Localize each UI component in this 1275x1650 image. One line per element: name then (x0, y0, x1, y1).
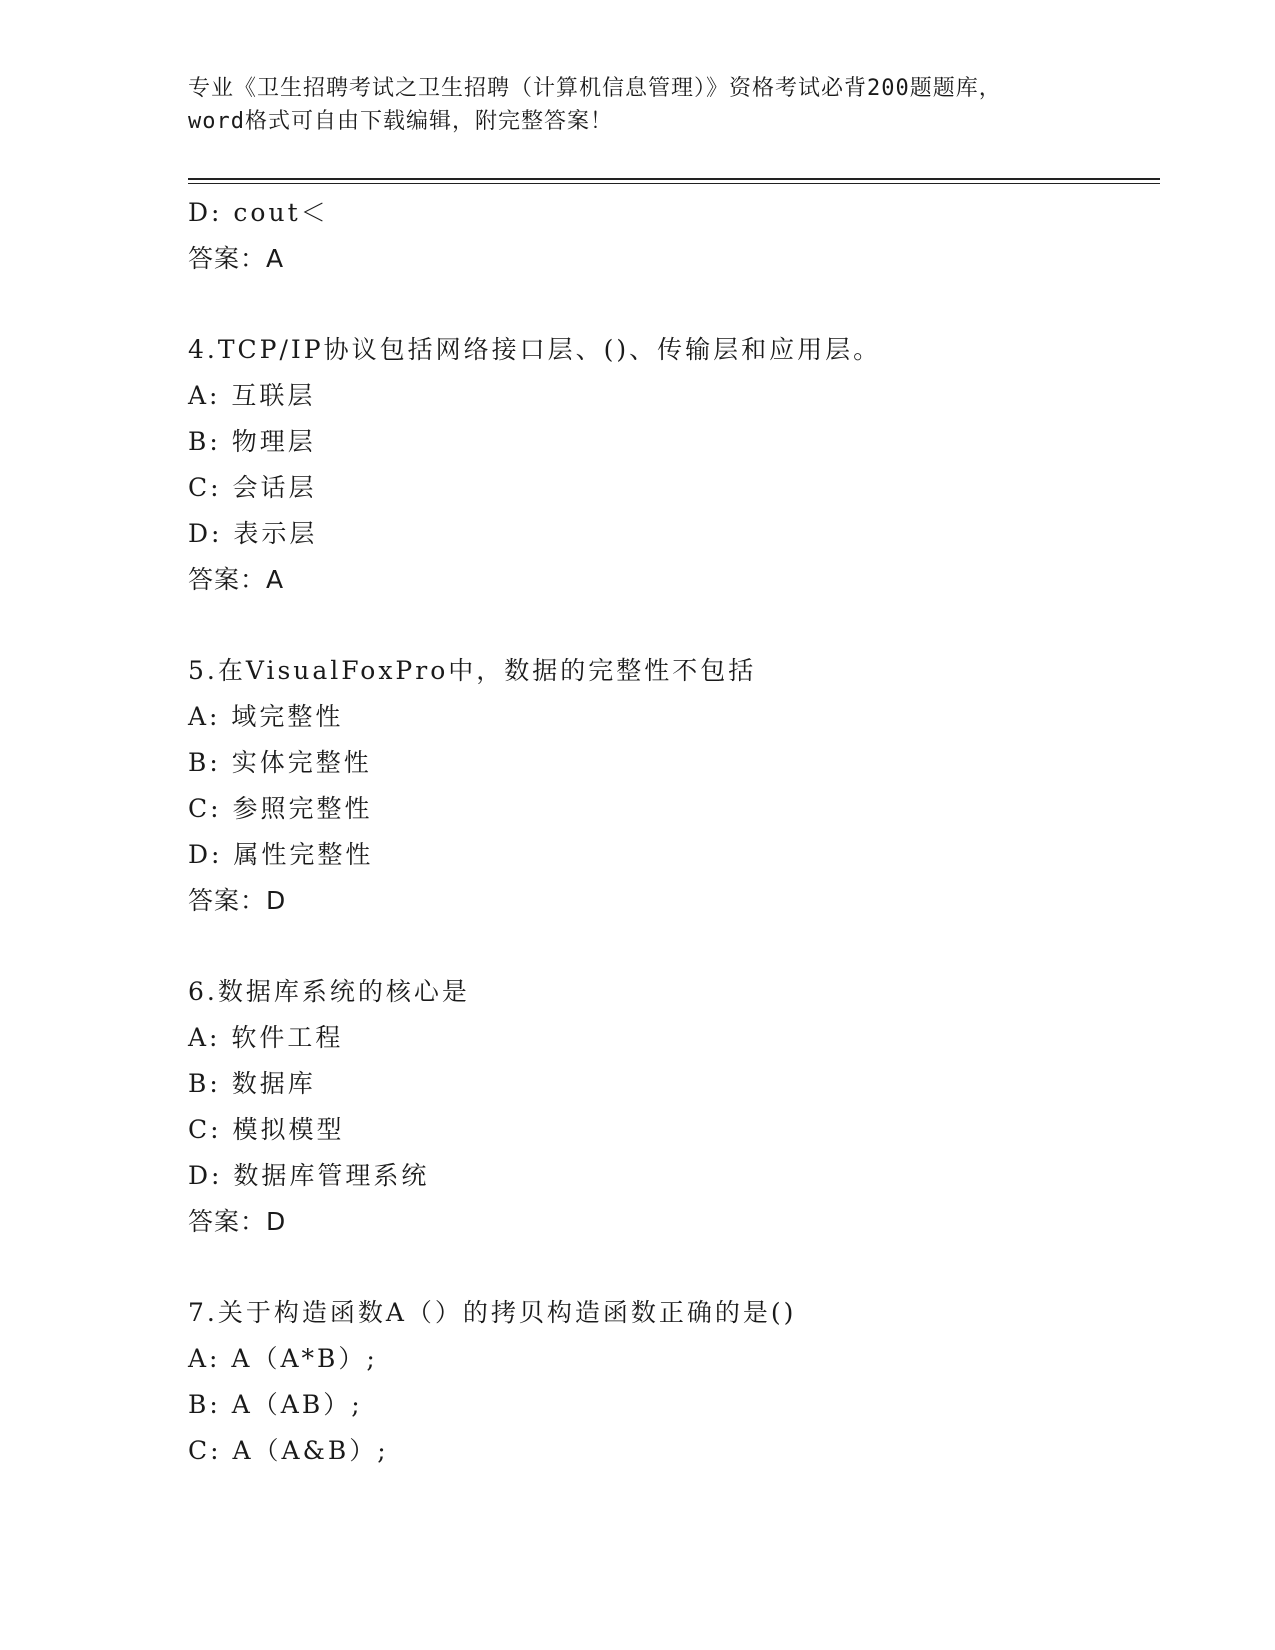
prev-answer: 答案：A (188, 244, 285, 273)
header-divider-thick (188, 178, 1160, 180)
option-c: C: 会话层 (188, 473, 317, 502)
question-answer: 答案：D (188, 886, 287, 915)
option-c: C: A（A&B）; (188, 1436, 389, 1465)
option-b: B: A（AB）; (188, 1390, 363, 1419)
question-7 (188, 1290, 1148, 1474)
option-c: C: 模拟模型 (188, 1115, 345, 1144)
header-line-1: 专业《卫生招聘考试之卫生招聘（计算机信息管理）》资格考试必背200题题库， (188, 76, 1002, 101)
prev-option-d: D: cout＜ (188, 198, 329, 227)
question-5 (188, 648, 1148, 924)
question-stem: 5.在VisualFoxPro中，数据的完整性不包括 (188, 656, 757, 685)
option-b: B: 实体完整性 (188, 748, 372, 777)
document-header (188, 72, 1148, 138)
option-d: D: 数据库管理系统 (188, 1161, 430, 1190)
option-d: D: 表示层 (188, 519, 318, 548)
option-a: A: 互联层 (188, 381, 316, 410)
header-divider-thin (188, 183, 1160, 184)
option-a: A: A（A*B）; (188, 1344, 378, 1373)
option-a: A: 域完整性 (188, 702, 344, 731)
question-stem: 6.数据库系统的核心是 (188, 977, 470, 1006)
option-a: A: 软件工程 (188, 1023, 344, 1052)
option-d: D: 属性完整性 (188, 840, 374, 869)
question-list (188, 190, 1148, 1474)
header-line-2: word格式可自由下载编辑，附完整答案！ (188, 109, 613, 134)
question-answer: 答案：A (188, 565, 285, 594)
question-stem: 7.关于构造函数A（）的拷贝构造函数正确的是() (188, 1298, 797, 1327)
question-stem: 4.TCP/IP协议包括网络接口层、()、传输层和应用层。 (188, 335, 882, 364)
question-4 (188, 327, 1148, 603)
option-c: C: 参照完整性 (188, 794, 373, 823)
question-answer: 答案：D (188, 1207, 287, 1236)
option-b: B: 物理层 (188, 427, 316, 456)
question-6 (188, 969, 1148, 1245)
option-b: B: 数据库 (188, 1069, 316, 1098)
